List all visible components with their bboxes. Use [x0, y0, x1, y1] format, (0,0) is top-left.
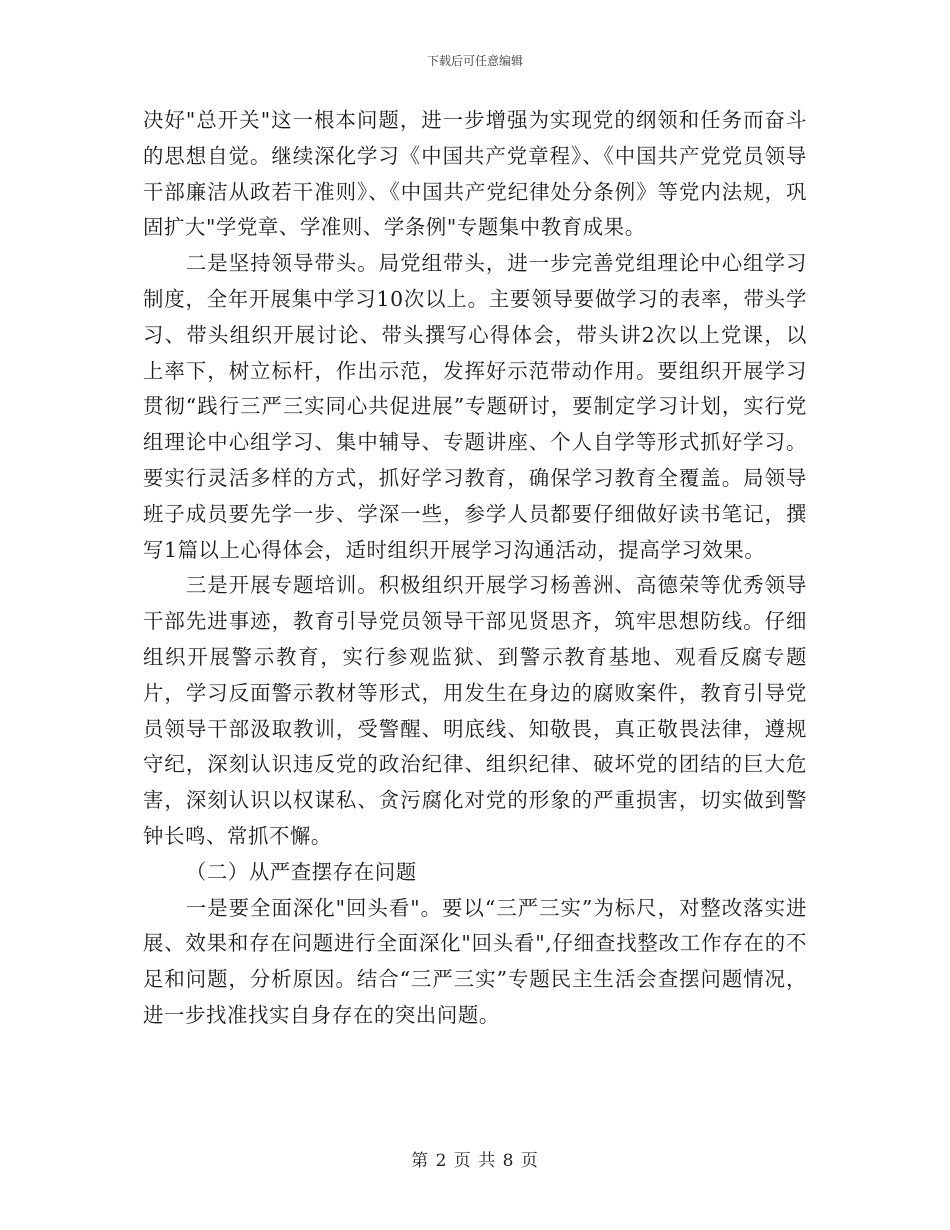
page-number: 第 2 页 共 8 页: [411, 1151, 539, 1171]
section-subheading: （二）从严查摆存在问题: [185, 859, 417, 884]
page-header: 下载后可任意编辑: [426, 54, 523, 68]
document-body: [143, 103, 807, 1034]
paragraph-review: 一是要全面深化"回头看"。要以“三严三实”为标尺，对整改落实进展、效果和存在问题进行全面深化"回头看",仔细查找整改工作存在的不足和问题，分析原因。结合“三严三实”专题民主生活会查摆问题情况，进一步找准找实自身存在的突出问题。: [143, 895, 807, 1027]
paragraph-training: 三是开展专题培训。积极组织开展学习杨善洲、高德荣等优秀领导干部先进事迹，教育引导党员领导干部见贤思齐，筑牢思想防线。仔细组织开展警示教育，实行参观监狱、到警示教育基地、观看反腐专题片，学习反面警示教材等形式，用发生在身边的腐败案件，教育引导党员领导干部汲取教训，受警醒、明底线、知敬畏，真正敬畏法律，遵规守纪，深刻认识违反党的政治纪律、组织纪律、破坏党的团结的巨大危害，深刻认识以权谋私、贪污腐化对党的形象的严重损害，切实做到警钟长鸣、常抓不懈。: [143, 573, 807, 848]
paragraph-leadership: 二是坚持领导带头。局党组带头，进一步完善党组理论中心组学习制度，全年开展集中学习10次以上。主要领导要做学习的表率，带头学习、带头组织开展讨论、带头撰写心得体会，带头讲2次以上党课，以上率下，树立标杆，作出示范，发挥好示范带动作用。要组织开展学习贯彻“践行三严三实同心共促进展”专题研讨，要制定学习计划，实行党组理论中心组学习、集中辅导、专题讲座、个人自学等形式抓好学习。要实行灵活多样的方式，抓好学习教育，确保学习教育全覆盖。局领导班子成员要先学一步、学深一些，参学人员都要仔细做好读书笔记，撰写1篇以上心得体会，适时组织开展学习沟通活动，提高学习效果。: [143, 251, 807, 562]
paragraph-continuation: 决好"总开关"这一根本问题，进一步增强为实现党的纲领和任务而奋斗的思想自觉。继续深化学习《中国共产党章程》、《中国共产党党员领导干部廉洁从政若干准则》、《中国共产党纪律处分条例》等党内法规，巩固扩大"学党章、学准则、学条例"专题集中教育成果。: [143, 108, 807, 240]
